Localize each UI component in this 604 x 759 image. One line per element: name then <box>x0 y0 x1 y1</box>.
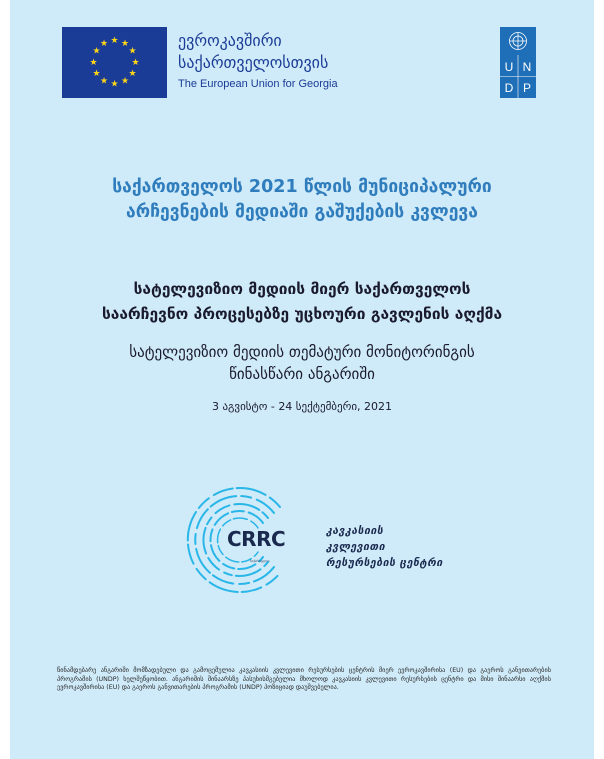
eu-flag-logo <box>62 27 167 98</box>
crrc-wordmark-sub: საქართველო <box>250 559 270 563</box>
eu-wordmark <box>178 30 338 92</box>
svg-text:★: ★ <box>89 58 98 68</box>
eu-text-georgian-line1: ევროკავშირი <box>178 31 282 50</box>
report-subtitle-line2: საარჩევნო პროცესებზე უცხოური გავლენის აღქმა <box>101 305 503 323</box>
report-title <box>10 175 594 225</box>
svg-text:★: ★ <box>110 79 119 90</box>
crrc-organization-name <box>326 523 446 571</box>
disclaimer-text: წინამდებარე ანგარიში მომზადებული და გამოცემულია კავკასიის კვლევითი რესურსების ცენტრის მიერ ევროკავშირისა (EU) და გაეროს განვითარების პროგრამის (UNDP) ხელშეწყობით. ანგარიშის შინაარსზე პასუხისმგებელია მხოლოდ კავკასიის კვლევითი რესურსების ცენტრი და მისი შინაარსი აღქმის ევროკავშირისა (EU) და გაეროს განვითარების პროგრამის (UNDP) პოზიციად დაუშვებელია. <box>57 667 551 692</box>
report-title-line2: არჩევნების მედიაში გაშუქების კვლევა <box>126 202 478 222</box>
svg-text:★: ★ <box>120 76 130 87</box>
report-subtitle-line1: სატელევიზიო მედიის მიერ საქართველოს <box>133 280 471 298</box>
svg-text:★: ★ <box>131 58 140 68</box>
report-type-line2: წინასწარი ანგარიში <box>229 365 375 383</box>
crrc-name-line1: კავკასიის კვლევითი <box>326 525 386 553</box>
crrc-wordmark: CRRC <box>227 527 286 551</box>
date-range: 3 აგვისტო - 24 სექტემბერი, 2021 <box>211 400 393 413</box>
eu-text-georgian-line2: საქართველოსთვის <box>178 53 329 72</box>
undp-logo <box>500 27 536 98</box>
report-type-line1: სატელევიზიო მედიის თემატური მონიტორინგის <box>129 343 475 361</box>
svg-text:★: ★ <box>128 69 137 79</box>
report-title-line1: საქართველოს 2021 წლის მუნიციპალური <box>112 177 492 197</box>
undp-letter-u: U <box>504 60 514 74</box>
report-cover <box>10 0 594 759</box>
undp-letter-p: P <box>522 81 532 95</box>
crrc-logo <box>170 485 443 595</box>
svg-text:★: ★ <box>99 76 109 87</box>
svg-text:★: ★ <box>99 39 109 49</box>
svg-text:★: ★ <box>110 36 119 46</box>
svg-text:★: ★ <box>92 69 101 79</box>
crrc-name-line2: რესურსების ცენტრი <box>326 557 443 569</box>
undp-letter-n: N <box>522 60 532 74</box>
report-type <box>10 341 594 385</box>
undp-letter-d: D <box>504 81 514 95</box>
svg-text:★: ★ <box>128 46 137 57</box>
svg-text:★: ★ <box>92 46 101 57</box>
svg-text:★: ★ <box>120 39 130 49</box>
report-subtitle <box>10 277 594 327</box>
eu-text-english: The European Union for Georgia <box>178 78 338 90</box>
